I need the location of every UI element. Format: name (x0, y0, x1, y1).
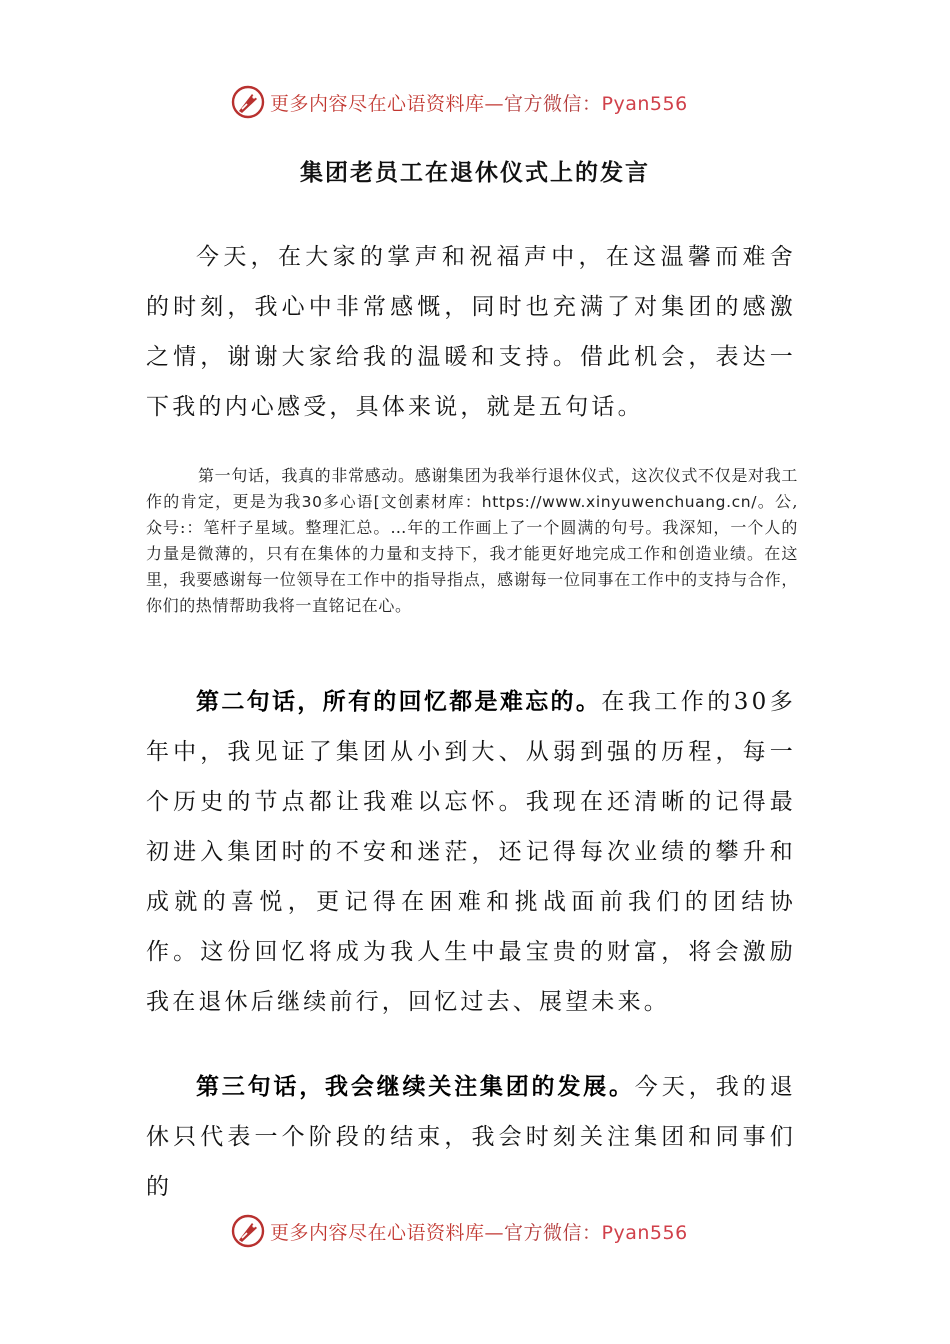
banner-text: 更多内容尽在心语资料库—官方微信：Pyan556 (270, 1221, 688, 1244)
pen-nib-logo-icon (230, 84, 266, 120)
paragraph-second-sentence: 第二句话，所有的回忆都是难忘的。在我工作的30多年中，我见证了集团从小到大、从弱到强的历程，每一个历史的节点都让我难以忘怀。我现在还清晰的记得最初进入集团时的不安和迷茫，还记得每次业绩的攀升和成就的喜悦，更记得在困难和挑战面前我们的团结协作。这份回忆将成为我人生中最宝贵的财富，将会激励我在退休后继续前行，回忆过去、展望未来。 (146, 688, 796, 1015)
inline-link-text: 30多心语[文创素材库：https://www.xinyuwenchuang.cn/ (301, 493, 758, 511)
page-title: 集团老员工在退休仪式上的发言 (300, 159, 650, 186)
pen-nib-logo-icon (230, 1213, 266, 1249)
paragraph-heading: 第二句话，所有的回忆都是难忘的。 (196, 688, 602, 715)
paragraph-first-sentence: 第一句话，我真的非常感动。感谢集团为我举行退休仪式，这次仪式不仅是对我工作的肯定，更是为我30多心语[文创素材库：https://www.xinyuwenchuang.cn/。公,众号:：笔杆子星域。整理汇总。…年的工作画上了一个圆满的句号。我深知，一个人的力量是微薄的，只有在集体的力量和支持下，我才能更好地完成工作和创造业绩。在这里，我要感谢每一位领导在工作中的指导指点，感谢每一位同事在工作中的支持与合作，你们的热情帮助我将一直铭记在心。 (146, 466, 799, 615)
header-banner (230, 82, 750, 122)
paragraph-heading: 第三句话，我会继续关注集团的发展。 (196, 1073, 635, 1100)
banner-text: 更多内容尽在心语资料库—官方微信：Pyan556 (270, 92, 688, 115)
footer-banner (230, 1211, 750, 1251)
paragraph-third-sentence: 第三句话，我会继续关注集团的发展。今天，我的退休只代表一个阶段的结束，我会时刻关注集团和同事们的 (146, 1073, 797, 1200)
paragraph-intro: 今天，在大家的掌声和祝福声中，在这温馨而难舍的时刻，我心中非常感慨，同时也充满了对集团的感激之情，谢谢大家给我的温暖和支持。借此机会，表达一下我的内心感受，具体来说，就是五句话。 (146, 244, 796, 420)
